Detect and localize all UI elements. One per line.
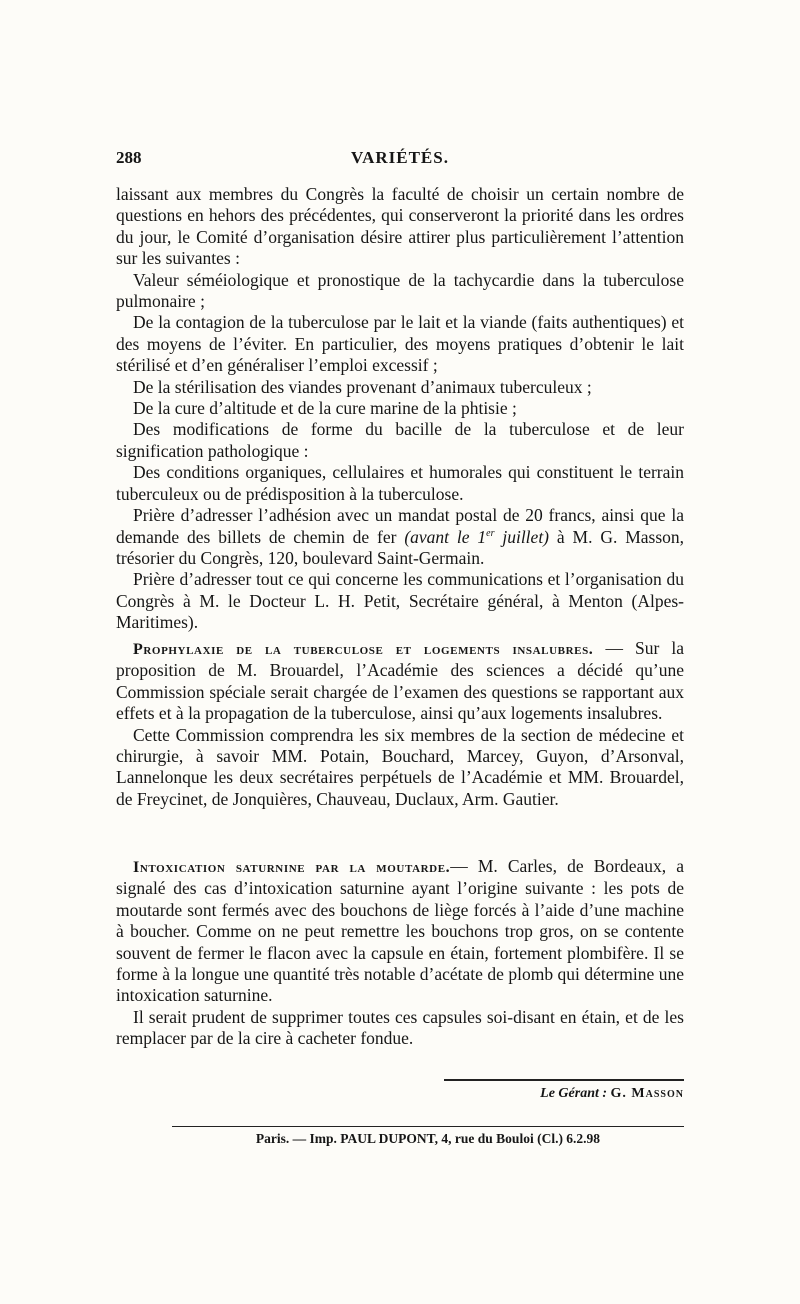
paragraph: De la stérilisation des viandes provenant d’animaux tuberculeux ; (133, 376, 592, 397)
paragraph: Il serait prudent de supprimer toutes ces capsules soi-disant en étain, et de les remplacer par de la cire à cacheter fondue. (116, 1006, 684, 1049)
signature (444, 1086, 684, 1102)
date-note-text: (avant le 1 (404, 526, 487, 547)
printer-imprint: Paris. — Imp. PAUL DUPONT, 4, rue du Bouloi (Cl.) 6.2.98 (255, 1131, 601, 1146)
paragraph-text: — M. Carles, de Bordeaux, a signalé des cas d’intoxication saturnine ayant l’origine suivante : les pots de moutarde sont fermés avec des bouchons de liège forcés à l’aide d’une machine à boucher. Comme on ne peut remettre les bouchons trop gros, on se contente souvent de fermer le flacon avec la capsule en étain, fortement plombifère. Il se forme à la longue une quantité très notable d’acétate de plomb qui détermine une intoxication saturnine. (116, 856, 684, 1006)
section-intoxication (116, 856, 684, 1050)
paragraph: Valeur séméiologique et pronostique de la tachycardie dans la tuberculose pulmonaire ; (116, 269, 684, 312)
paragraph-text: Prière d’adresser l’adhésion avec un mandat postal de 20 francs, ainsi que la demande des billets de chemin de fer (116, 505, 684, 547)
paragraph-text: à M. G. Masson, trésorier du Congrès, 120, boulevard Saint-Germain. (116, 526, 685, 568)
date-superscript: er (486, 527, 495, 539)
paragraph: Prière d’adresser tout ce qui concerne les communications et l’organisation du Congrès à M. le Docteur L. H. Petit, Secrétaire général, à Menton (Alpes-Maritimes). (116, 569, 684, 633)
date-note (404, 527, 549, 547)
page-number: 288 (116, 148, 142, 167)
section-prophylaxie (116, 638, 684, 810)
paragraph-text: — Sur la proposition de M. Brouardel, l’Académie des sciences a décidé qu’une Commission spéciale serait chargée de l’examen des questions se rapportant aux effets et à la propagation de la tuberculose, ainsi qu’aux logements insalubres. (116, 638, 684, 724)
signature-label: Le Gérant : (540, 1086, 608, 1101)
signature-name: G. Masson (610, 1086, 684, 1101)
paragraph: De la cure d’altitude et de la cure marine de la phtisie ; (133, 398, 517, 419)
section-heading: Prophylaxie de la tuberculose et logements insalubres. (133, 641, 594, 658)
imprint-rule (172, 1126, 684, 1127)
paragraph (116, 505, 684, 569)
running-title: VARIÉTÉS. (351, 148, 449, 167)
paragraph: De la contagion de la tuberculose par le lait et la viande (faits authentiques) et des moyens de l’éviter. En particulier, des moyens pratiques d’obtenir le lait stérilisé et d’en généraliser l’emploi excessif ; (116, 312, 684, 376)
running-head (116, 148, 684, 172)
paragraph (116, 856, 684, 1007)
signature-rule (444, 1079, 684, 1081)
section-heading: Intoxication saturnine par la moutarde. (133, 859, 451, 876)
section-congress-topics (116, 184, 684, 634)
paragraph: Des modifications de forme du bacille de la tuberculose et de leur signification pathologique : (116, 419, 684, 461)
paragraph: Cette Commission comprendra les six membres de la section de médecine et chirurgie, à savoir MM. Potain, Bouchard, Marcey, Guyon, d’Arsonval, Lannelonque les deux secrétaires perpétuels de l’Académie et MM. Brouardel, de Freycinet, de Jonquières, Chauveau, Duclaux, Arm. Gautier. (116, 724, 684, 809)
date-note-text: juillet) (494, 526, 550, 547)
paragraph: laissant aux membres du Congrès la faculté de choisir un certain nombre de questions en hehors des précédentes, qui conserveront la priorité dans les ordres du jour, le Comité d’organisation désire attirer plus particulièrement l’attention sur les suivantes : (116, 184, 684, 269)
paragraph: Des conditions organiques, cellulaires et humorales qui constituent le terrain tuberculeux ou de prédisposition à la tuberculose. (116, 462, 684, 504)
paragraph (116, 638, 684, 725)
